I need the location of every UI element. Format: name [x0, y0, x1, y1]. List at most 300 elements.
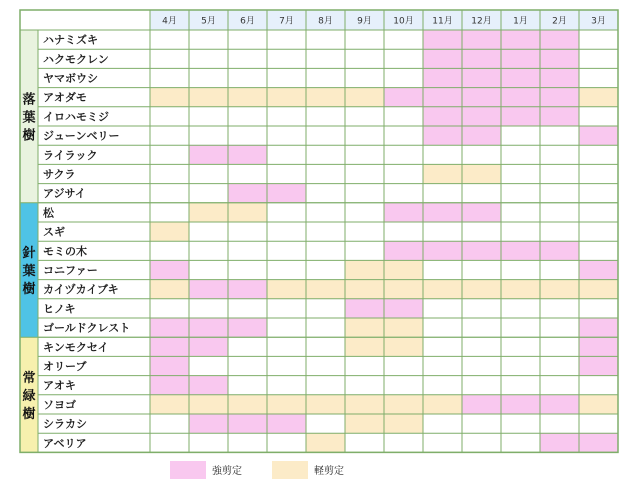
empty-cell — [501, 433, 540, 452]
empty-cell — [306, 241, 345, 260]
group-label-char: 樹 — [22, 128, 36, 144]
strong-pruning-cell — [384, 299, 423, 318]
empty-cell — [384, 433, 423, 452]
light-pruning-cell — [579, 280, 618, 299]
empty-cell — [306, 145, 345, 164]
month-header-label: 11月 — [432, 16, 453, 27]
tree-name: アベリア — [43, 436, 87, 450]
empty-cell — [150, 30, 189, 49]
empty-cell — [267, 107, 306, 126]
strong-pruning-cell — [228, 414, 267, 433]
empty-cell — [540, 184, 579, 203]
empty-cell — [150, 145, 189, 164]
empty-cell — [423, 299, 462, 318]
empty-cell — [228, 126, 267, 145]
empty-cell — [423, 318, 462, 337]
empty-cell — [345, 433, 384, 452]
tree-name-cell — [38, 203, 150, 222]
empty-cell — [150, 414, 189, 433]
light-pruning-cell — [345, 395, 384, 414]
tree-name: カイヅカイブキ — [43, 283, 119, 297]
empty-cell — [345, 241, 384, 260]
month-header-label: 8月 — [318, 16, 333, 27]
light-pruning-cell — [384, 260, 423, 279]
empty-cell — [267, 356, 306, 375]
empty-cell — [306, 222, 345, 241]
empty-cell — [228, 260, 267, 279]
strong-pruning-cell — [501, 88, 540, 107]
strong-pruning-cell — [540, 30, 579, 49]
light-pruning-cell — [384, 395, 423, 414]
empty-cell — [462, 414, 501, 433]
strong-pruning-cell — [462, 203, 501, 222]
light-pruning-cell — [384, 280, 423, 299]
empty-cell — [540, 203, 579, 222]
strong-pruning-cell — [267, 414, 306, 433]
strong-pruning-cell — [384, 88, 423, 107]
empty-cell — [189, 49, 228, 68]
empty-cell — [189, 241, 228, 260]
empty-cell — [540, 222, 579, 241]
empty-cell — [345, 145, 384, 164]
empty-cell — [462, 337, 501, 356]
empty-cell — [306, 184, 345, 203]
strong-pruning-cell — [462, 126, 501, 145]
light-pruning-cell — [345, 414, 384, 433]
empty-cell — [540, 164, 579, 183]
strong-pruning-cell — [189, 414, 228, 433]
strong-pruning-cell — [189, 280, 228, 299]
tree-name: 松 — [43, 206, 54, 220]
empty-cell — [345, 107, 384, 126]
empty-cell — [267, 337, 306, 356]
empty-cell — [306, 68, 345, 87]
empty-cell — [540, 299, 579, 318]
empty-cell — [228, 433, 267, 452]
empty-cell — [267, 299, 306, 318]
strong-pruning-cell — [423, 88, 462, 107]
empty-cell — [189, 164, 228, 183]
empty-cell — [540, 126, 579, 145]
empty-cell — [189, 433, 228, 452]
strong-pruning-cell — [423, 49, 462, 68]
empty-cell — [345, 376, 384, 395]
empty-cell — [189, 356, 228, 375]
group-label-char: 葉 — [22, 264, 36, 279]
strong-pruning-cell — [501, 30, 540, 49]
empty-cell — [228, 49, 267, 68]
empty-cell — [267, 222, 306, 241]
strong-pruning-cell — [540, 68, 579, 87]
strong-pruning-cell — [228, 280, 267, 299]
empty-cell — [501, 337, 540, 356]
empty-cell — [579, 49, 618, 68]
strong-pruning-cell — [501, 68, 540, 87]
light-pruning-cell — [462, 164, 501, 183]
strong-pruning-cell — [423, 241, 462, 260]
header-corner-cell — [20, 10, 150, 30]
empty-cell — [501, 299, 540, 318]
empty-cell — [423, 337, 462, 356]
empty-cell — [579, 241, 618, 260]
empty-cell — [345, 203, 384, 222]
empty-cell — [228, 299, 267, 318]
empty-cell — [462, 433, 501, 452]
strong-pruning-cell — [150, 318, 189, 337]
empty-cell — [501, 126, 540, 145]
empty-cell — [462, 184, 501, 203]
light-pruning-cell — [267, 88, 306, 107]
empty-cell — [150, 203, 189, 222]
month-header-label: 10月 — [393, 16, 414, 27]
empty-cell — [540, 356, 579, 375]
tree-name: シラカシ — [43, 417, 87, 431]
empty-cell — [228, 30, 267, 49]
strong-pruning-cell — [540, 107, 579, 126]
empty-cell — [189, 126, 228, 145]
empty-cell — [384, 164, 423, 183]
empty-cell — [384, 184, 423, 203]
strong-pruning-cell — [423, 68, 462, 87]
light-pruning-cell — [228, 395, 267, 414]
empty-cell — [267, 203, 306, 222]
empty-cell — [384, 107, 423, 126]
strong-pruning-cell — [540, 433, 579, 452]
empty-cell — [228, 222, 267, 241]
light-pruning-cell — [228, 203, 267, 222]
empty-cell — [423, 433, 462, 452]
empty-cell — [228, 164, 267, 183]
light-pruning-cell — [150, 280, 189, 299]
empty-cell — [267, 126, 306, 145]
empty-cell — [423, 145, 462, 164]
empty-cell — [579, 68, 618, 87]
tree-name: ゴールドクレスト — [43, 321, 131, 335]
strong-pruning-cell — [579, 318, 618, 337]
strong-pruning-cell — [462, 30, 501, 49]
empty-cell — [267, 30, 306, 49]
empty-cell — [345, 222, 384, 241]
empty-cell — [462, 222, 501, 241]
empty-cell — [579, 414, 618, 433]
strong-pruning-cell — [579, 433, 618, 452]
month-header-label: 7月 — [279, 16, 294, 27]
tree-name: キンモクセイ — [43, 340, 109, 354]
empty-cell — [462, 356, 501, 375]
light-pruning-cell — [384, 318, 423, 337]
strong-pruning-cell — [189, 318, 228, 337]
legend-strong-swatch — [170, 461, 206, 479]
strong-pruning-cell — [150, 356, 189, 375]
empty-cell — [384, 222, 423, 241]
strong-pruning-cell — [150, 260, 189, 279]
empty-cell — [150, 107, 189, 126]
strong-pruning-cell — [579, 126, 618, 145]
empty-cell — [384, 68, 423, 87]
legend-strong-label: 強剪定 — [212, 466, 242, 477]
tree-name: アオダモ — [43, 91, 87, 105]
tree-name: アオキ — [43, 379, 76, 393]
empty-cell — [306, 260, 345, 279]
empty-cell — [306, 356, 345, 375]
empty-cell — [189, 184, 228, 203]
empty-cell — [540, 145, 579, 164]
empty-cell — [540, 376, 579, 395]
empty-cell — [189, 222, 228, 241]
light-pruning-cell — [267, 395, 306, 414]
empty-cell — [462, 299, 501, 318]
strong-pruning-cell — [228, 145, 267, 164]
empty-cell — [423, 414, 462, 433]
empty-cell — [150, 299, 189, 318]
group-label-char: 葉 — [22, 110, 36, 126]
tree-name: コニファー — [43, 264, 98, 277]
light-pruning-cell — [306, 88, 345, 107]
tree-name: ライラック — [43, 148, 98, 162]
empty-cell — [306, 126, 345, 145]
month-header-label: 2月 — [552, 16, 567, 27]
empty-cell — [189, 68, 228, 87]
empty-cell — [150, 433, 189, 452]
light-pruning-cell — [150, 88, 189, 107]
strong-pruning-cell — [150, 337, 189, 356]
empty-cell — [306, 337, 345, 356]
month-header-label: 6月 — [240, 16, 255, 27]
empty-cell — [501, 164, 540, 183]
strong-pruning-cell — [501, 395, 540, 414]
light-pruning-cell — [462, 280, 501, 299]
empty-cell — [579, 222, 618, 241]
month-header-label: 4月 — [162, 16, 177, 27]
tree-name: モミの木 — [43, 244, 87, 258]
strong-pruning-cell — [423, 203, 462, 222]
light-pruning-cell — [189, 88, 228, 107]
light-pruning-cell — [384, 337, 423, 356]
tree-name: ヤマボウシ — [43, 72, 98, 85]
month-header-label: 1月 — [513, 16, 528, 27]
strong-pruning-cell — [423, 126, 462, 145]
empty-cell — [423, 184, 462, 203]
light-pruning-cell — [423, 395, 462, 414]
strong-pruning-cell — [462, 241, 501, 260]
light-pruning-cell — [189, 395, 228, 414]
light-pruning-cell — [579, 88, 618, 107]
strong-pruning-cell — [189, 376, 228, 395]
empty-cell — [501, 222, 540, 241]
month-header-label: 5月 — [201, 16, 216, 27]
empty-cell — [501, 203, 540, 222]
light-pruning-cell — [306, 433, 345, 452]
tree-name: イロハモミジ — [43, 110, 109, 124]
strong-pruning-cell — [501, 107, 540, 126]
group-label-char: 樹 — [22, 406, 36, 422]
strong-pruning-cell — [540, 88, 579, 107]
empty-cell — [423, 376, 462, 395]
light-pruning-cell — [189, 203, 228, 222]
light-pruning-cell — [579, 395, 618, 414]
empty-cell — [150, 241, 189, 260]
empty-cell — [189, 30, 228, 49]
strong-pruning-cell — [228, 318, 267, 337]
month-header-label: 9月 — [357, 16, 372, 27]
light-pruning-cell — [306, 395, 345, 414]
empty-cell — [501, 318, 540, 337]
empty-cell — [267, 68, 306, 87]
empty-cell — [306, 414, 345, 433]
light-pruning-cell — [345, 318, 384, 337]
empty-cell — [150, 126, 189, 145]
light-pruning-cell — [306, 280, 345, 299]
legend-light-swatch — [272, 461, 308, 479]
strong-pruning-cell — [462, 68, 501, 87]
group-label-char: 緑 — [22, 388, 36, 404]
month-header-label: 3月 — [591, 16, 606, 27]
empty-cell — [540, 260, 579, 279]
light-pruning-cell — [150, 395, 189, 414]
empty-cell — [384, 356, 423, 375]
strong-pruning-cell — [228, 184, 267, 203]
empty-cell — [267, 376, 306, 395]
empty-cell — [462, 145, 501, 164]
light-pruning-cell — [423, 280, 462, 299]
empty-cell — [501, 184, 540, 203]
empty-cell — [579, 164, 618, 183]
empty-cell — [345, 126, 384, 145]
empty-cell — [150, 184, 189, 203]
empty-cell — [384, 376, 423, 395]
empty-cell — [189, 260, 228, 279]
strong-pruning-cell — [267, 184, 306, 203]
tree-name: アジサイ — [43, 187, 86, 201]
empty-cell — [501, 414, 540, 433]
empty-cell — [579, 145, 618, 164]
empty-cell — [501, 145, 540, 164]
empty-cell — [423, 260, 462, 279]
strong-pruning-cell — [345, 299, 384, 318]
empty-cell — [501, 376, 540, 395]
empty-cell — [267, 241, 306, 260]
empty-cell — [423, 222, 462, 241]
empty-cell — [384, 30, 423, 49]
empty-cell — [228, 241, 267, 260]
empty-cell — [267, 260, 306, 279]
strong-pruning-cell — [579, 337, 618, 356]
empty-cell — [462, 260, 501, 279]
group-label-char: 針 — [22, 246, 36, 261]
tree-name: オリーブ — [43, 360, 87, 373]
empty-cell — [579, 299, 618, 318]
empty-cell — [423, 356, 462, 375]
empty-cell — [462, 318, 501, 337]
empty-cell — [540, 414, 579, 433]
empty-cell — [579, 30, 618, 49]
empty-cell — [306, 107, 345, 126]
tree-name: スギ — [43, 225, 65, 239]
group-label-char: 樹 — [22, 282, 36, 297]
strong-pruning-cell — [462, 107, 501, 126]
light-pruning-cell — [150, 222, 189, 241]
empty-cell — [228, 68, 267, 87]
empty-cell — [384, 126, 423, 145]
tree-name: ハナミズキ — [43, 33, 98, 47]
empty-cell — [267, 145, 306, 164]
strong-pruning-cell — [579, 356, 618, 375]
empty-cell — [267, 318, 306, 337]
light-pruning-cell — [501, 280, 540, 299]
empty-cell — [579, 184, 618, 203]
empty-cell — [345, 30, 384, 49]
light-pruning-cell — [228, 88, 267, 107]
empty-cell — [345, 164, 384, 183]
group-label-char: 落 — [22, 92, 36, 108]
empty-cell — [345, 49, 384, 68]
strong-pruning-cell — [189, 337, 228, 356]
empty-cell — [306, 30, 345, 49]
light-pruning-cell — [540, 280, 579, 299]
empty-cell — [540, 318, 579, 337]
empty-cell — [579, 107, 618, 126]
light-pruning-cell — [384, 414, 423, 433]
empty-cell — [501, 356, 540, 375]
empty-cell — [384, 49, 423, 68]
tree-name: ソヨゴ — [43, 398, 76, 412]
empty-cell — [306, 203, 345, 222]
empty-cell — [189, 299, 228, 318]
empty-cell — [150, 68, 189, 87]
tree-name: ジューンベリー — [43, 129, 120, 143]
light-pruning-cell — [345, 260, 384, 279]
empty-cell — [267, 164, 306, 183]
light-pruning-cell — [345, 88, 384, 107]
empty-cell — [306, 299, 345, 318]
light-pruning-cell — [345, 337, 384, 356]
empty-cell — [540, 337, 579, 356]
strong-pruning-cell — [384, 241, 423, 260]
strong-pruning-cell — [501, 241, 540, 260]
light-pruning-cell — [345, 280, 384, 299]
strong-pruning-cell — [540, 241, 579, 260]
strong-pruning-cell — [462, 49, 501, 68]
empty-cell — [306, 376, 345, 395]
tree-name: ハクモクレン — [43, 52, 109, 66]
empty-cell — [345, 184, 384, 203]
strong-pruning-cell — [423, 107, 462, 126]
empty-cell — [150, 49, 189, 68]
empty-cell — [306, 164, 345, 183]
strong-pruning-cell — [189, 145, 228, 164]
empty-cell — [228, 376, 267, 395]
empty-cell — [384, 145, 423, 164]
strong-pruning-cell — [384, 203, 423, 222]
empty-cell — [501, 260, 540, 279]
tree-name: ヒノキ — [43, 302, 76, 316]
strong-pruning-cell — [501, 49, 540, 68]
tree-name: サクラ — [43, 168, 76, 181]
strong-pruning-cell — [150, 376, 189, 395]
empty-cell — [462, 376, 501, 395]
strong-pruning-cell — [540, 49, 579, 68]
month-header-label: 12月 — [471, 16, 492, 27]
empty-cell — [189, 107, 228, 126]
empty-cell — [228, 337, 267, 356]
light-pruning-cell — [267, 280, 306, 299]
empty-cell — [306, 318, 345, 337]
strong-pruning-cell — [462, 88, 501, 107]
empty-cell — [579, 376, 618, 395]
light-pruning-cell — [423, 164, 462, 183]
group-label-char: 常 — [22, 370, 36, 386]
empty-cell — [228, 107, 267, 126]
